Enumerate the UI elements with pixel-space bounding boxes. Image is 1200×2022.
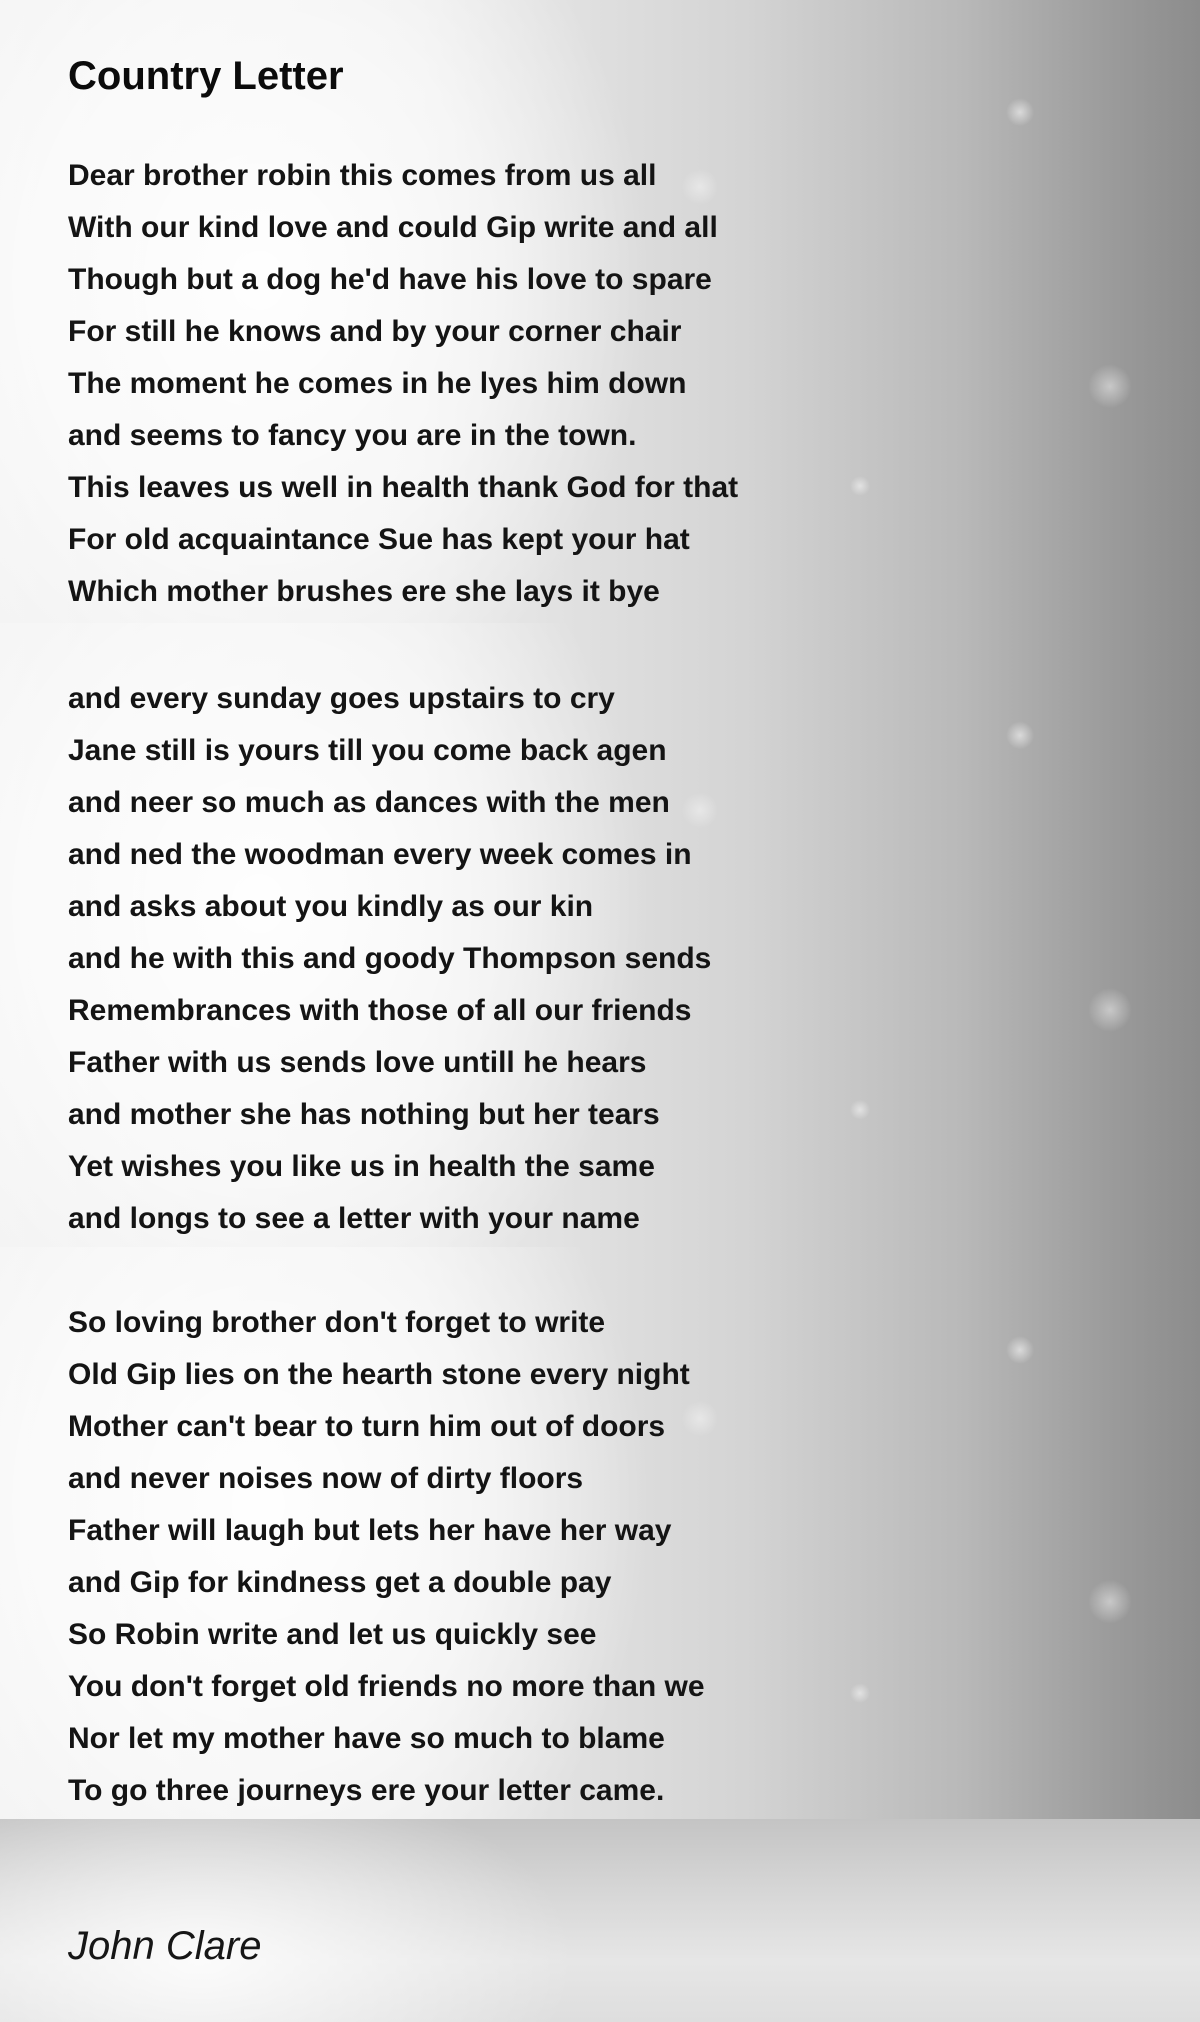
poem-line: Mother can't bear to turn him out of doors — [68, 1410, 666, 1443]
poem-line: With our kind love and could Gip write and all — [68, 211, 718, 244]
poem-line: The moment he comes in he lyes him down — [68, 367, 687, 400]
poem-line: and ned the woodman every week comes in — [68, 838, 692, 871]
poem-panel-2 — [0, 623, 1200, 1247]
poem-line: Though but a dog he'd have his love to spare — [68, 263, 712, 296]
stanza-2 — [68, 673, 711, 1245]
poem-author: John Clare — [68, 1924, 262, 1968]
poem-line: Dear brother robin this comes from us all — [68, 159, 657, 192]
stanza-3 — [68, 1297, 705, 1817]
poem-line: Remembrances with those of all our friends — [68, 994, 692, 1027]
poem-line: and never noises now of dirty floors — [68, 1462, 584, 1495]
poem-line: Jane still is yours till you come back agen — [68, 734, 667, 767]
poem-line: and seems to fancy you are in the town. — [68, 419, 637, 452]
poem-line: Father will laugh but lets her have her way — [68, 1514, 672, 1547]
poem-line: Old Gip lies on the hearth stone every night — [68, 1358, 690, 1391]
poem-line: and Gip for kindness get a double pay — [68, 1566, 612, 1599]
poem-line: For old acquaintance Sue has kept your hat — [68, 523, 690, 556]
stanza-1 — [68, 150, 738, 618]
poem-line: Yet wishes you like us in health the same — [68, 1150, 655, 1183]
poem-line: and neer so much as dances with the men — [68, 786, 670, 819]
poem-line: Nor let my mother have so much to blame — [68, 1722, 665, 1755]
poem-line: and longs to see a letter with your name — [68, 1202, 640, 1235]
author-panel — [0, 1819, 1200, 2022]
poem-line: So loving brother don't forget to write — [68, 1306, 606, 1339]
poem-line: To go three journeys ere your letter came. — [68, 1774, 665, 1807]
poem-title: Country Letter — [68, 54, 344, 98]
poem-line: Father with us sends love untill he hears — [68, 1046, 647, 1079]
poem-line: This leaves us well in health thank God for that — [68, 471, 739, 504]
poem-line: For still he knows and by your corner chair — [68, 315, 682, 348]
poem-line: You don't forget old friends no more than we — [68, 1670, 705, 1703]
poem-line: So Robin write and let us quickly see — [68, 1618, 597, 1651]
poem-line: and asks about you kindly as our kin — [68, 890, 594, 923]
poem-line: and every sunday goes upstairs to cry — [68, 682, 615, 715]
poem-line: and he with this and goody Thompson sends — [68, 942, 712, 975]
poem-line: and mother she has nothing but her tears — [68, 1098, 660, 1131]
poem-panel-3 — [0, 1247, 1200, 1819]
poem-panel-1 — [0, 0, 1200, 623]
poem-line: Which mother brushes ere she lays it bye — [68, 575, 660, 608]
